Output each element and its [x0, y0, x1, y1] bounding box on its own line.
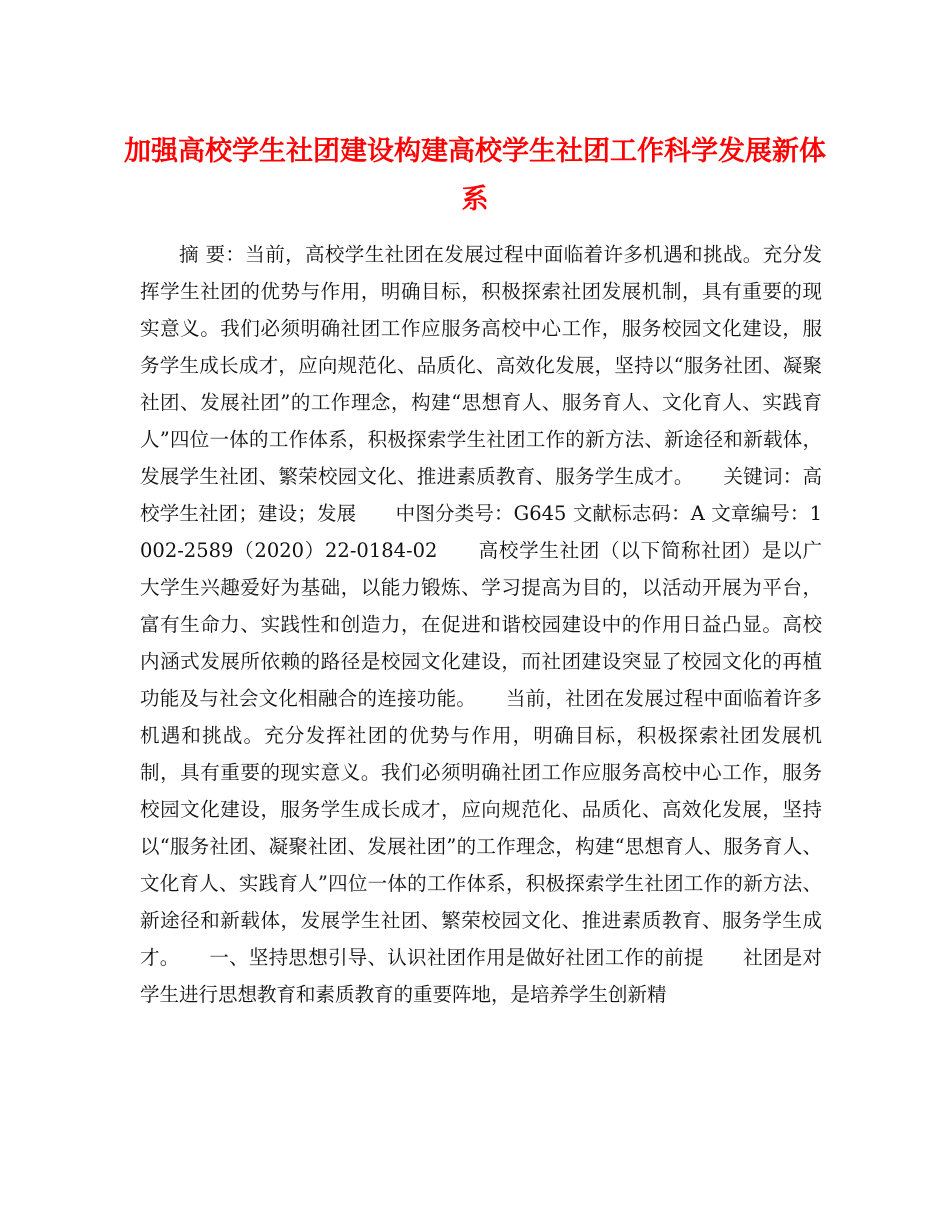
document-body: 摘 要：当前，高校学生社团在发展过程中面临着许多机遇和挑战。充分发挥学生社团的优势与作用，明确目标，积极探索社团发展机制，具有重要的现实意义。我们必须明确社团工作应服务高校中心工作，服务校园文化建设，服务学生成长成才，应向规范化、品质化、高效化发展，坚持以“服务社团、凝聚社团、发展社团”的工作理念，构建“思想育人、服务育人、文化育人、实践育人”四位一体的工作体系，积极探索学生社团工作的新方法、新途径和新载体，发展学生社团、繁荣校园文化、推进素质教育、服务学生成才。 关键词：高校学生社团；建设；发展 中图分类号：G645 文献标志码：A 文章编号：1002-2589（2020）22-0184-02 高校学生社团（以下简称社团）是以广大学生兴趣爱好为基础，以能力锻炼、学习提高为目的，以活动开展为平台，富有生命力、实践性和创造力，在促进和谐校园建设中的作用日益凸显。高校内涵式发展所依赖的路径是校园文化建设，而社团建设突显了校园文化的再植功能及与社会文化相融合的连接功能。 当前，社团在发展过程中面临着许多机遇和挑战。充分发挥社团的优势与作用，明确目标，积极探索社团发展机制，具有重要的现实意义。我们必须明确社团工作应服务高校中心工作，服务校园文化建设，服务学生成长成才，应向规范化、品质化、高效化发展，坚持以“服务社团、凝聚社团、发展社团”的工作理念，构建“思想育人、服务育人、文化育人、实践育人”四位一体的工作体系，积极探索学生社团工作的新方法、新途径和新载体，发展学生社团、繁荣校园文化、推进素质教育、服务学生成才。 一、坚持思想引导、认识社团作用是做好社团工作的前提 社团是对学生进行思想教育和素质教育的重要阵地，是培养学生创新精: [140, 243, 822, 1006]
document-title: 加强高校学生社团建设构建高校学生社团工作科学发展新体系: [124, 136, 826, 215]
